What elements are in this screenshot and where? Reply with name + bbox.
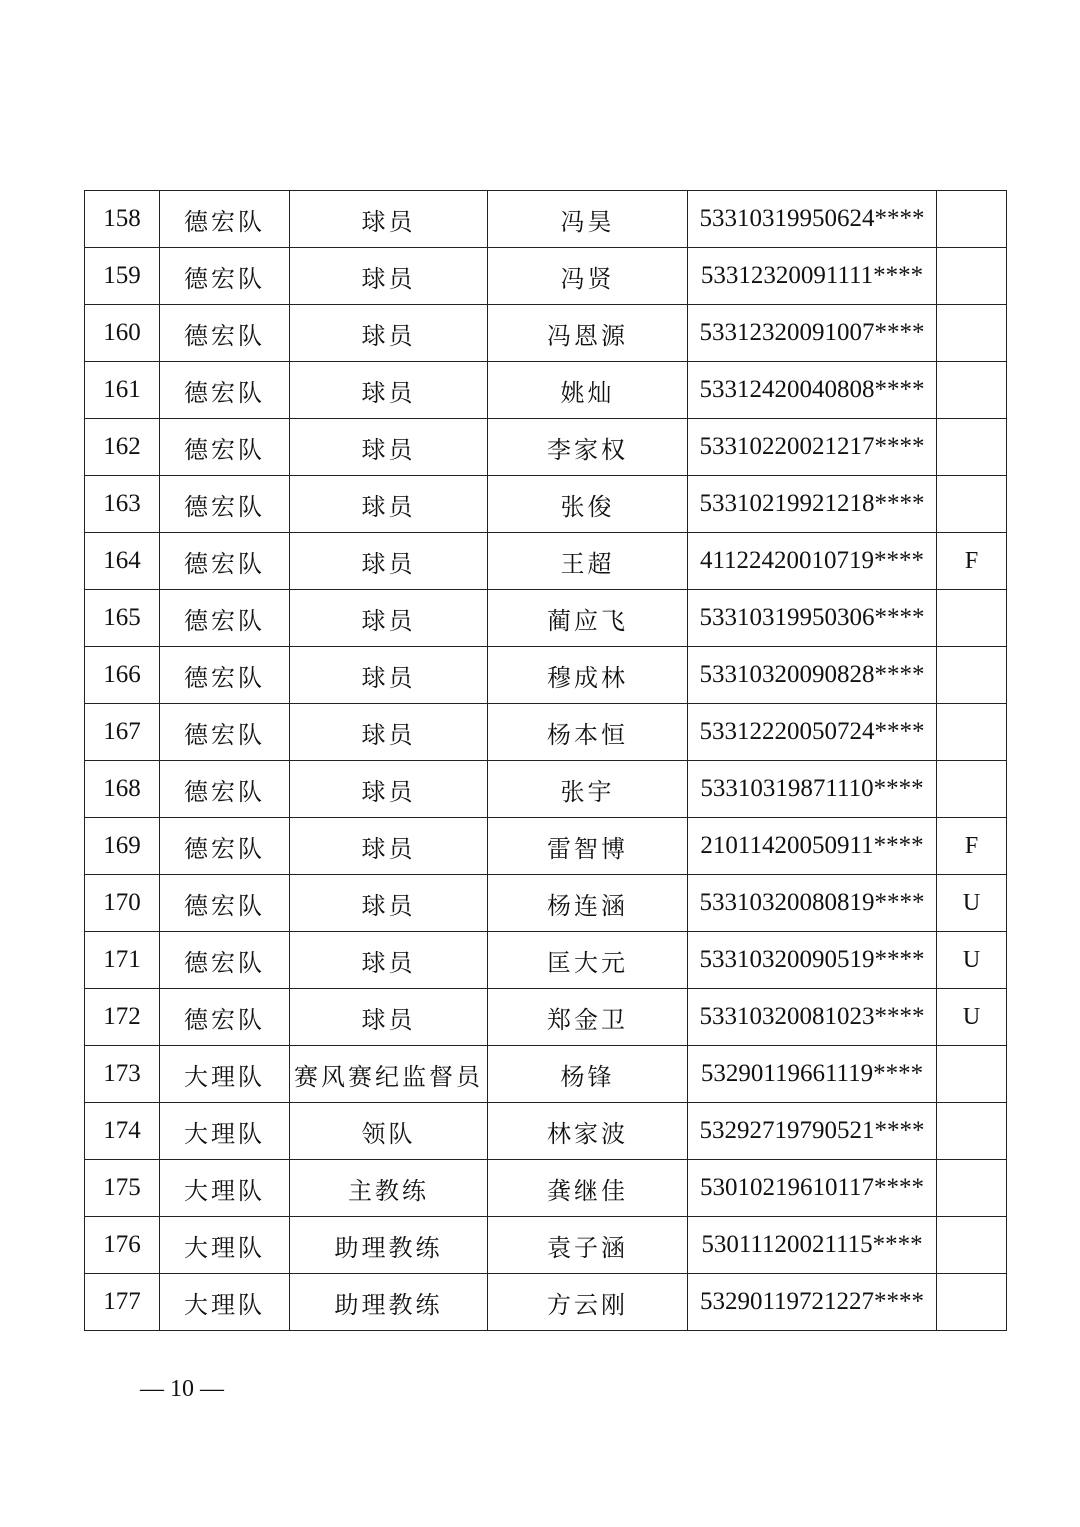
- person-name-cell: 杨连涵: [488, 875, 688, 932]
- role-cell: 助理教练: [290, 1217, 488, 1274]
- role-cell: 助理教练: [290, 1274, 488, 1331]
- table-row: [85, 761, 1007, 818]
- role-cell: 球员: [290, 704, 488, 761]
- id-number-cell: 53312320091111****: [688, 248, 937, 305]
- role-cell: 球员: [290, 989, 488, 1046]
- person-name-cell: 冯昊: [488, 191, 688, 248]
- team-cell: 大理队: [160, 1217, 290, 1274]
- role-cell: 球员: [290, 362, 488, 419]
- table-row: [85, 1274, 1007, 1331]
- person-name-cell: 王超: [488, 533, 688, 590]
- row-number-cell: 166: [85, 647, 160, 704]
- table-row: [85, 1217, 1007, 1274]
- table-row: [85, 932, 1007, 989]
- row-number-cell: 168: [85, 761, 160, 818]
- row-number-cell: 171: [85, 932, 160, 989]
- row-number-cell: 158: [85, 191, 160, 248]
- note-cell: U: [937, 989, 1007, 1046]
- id-number-cell: 53310220021217****: [688, 419, 937, 476]
- row-number-cell: 162: [85, 419, 160, 476]
- team-cell: 德宏队: [160, 647, 290, 704]
- row-number-cell: 160: [85, 305, 160, 362]
- person-name-cell: 李家权: [488, 419, 688, 476]
- page-number: — 10 —: [140, 1376, 224, 1402]
- row-number-cell: 177: [85, 1274, 160, 1331]
- table-row: [85, 533, 1007, 590]
- role-cell: 主教练: [290, 1160, 488, 1217]
- id-number-cell: 53290119661119****: [688, 1046, 937, 1103]
- person-name-cell: 冯贤: [488, 248, 688, 305]
- row-number-cell: 167: [85, 704, 160, 761]
- table-row: [85, 419, 1007, 476]
- table-row: [85, 590, 1007, 647]
- team-cell: 德宏队: [160, 362, 290, 419]
- role-cell: 球员: [290, 305, 488, 362]
- person-name-cell: 郑金卫: [488, 989, 688, 1046]
- person-name-cell: 林家波: [488, 1103, 688, 1160]
- row-number-cell: 173: [85, 1046, 160, 1103]
- person-name-cell: 杨锋: [488, 1046, 688, 1103]
- note-cell: [937, 1274, 1007, 1331]
- note-cell: [937, 248, 1007, 305]
- team-cell: 德宏队: [160, 761, 290, 818]
- person-name-cell: 杨本恒: [488, 704, 688, 761]
- table-row: [85, 1160, 1007, 1217]
- id-number-cell: 53292719790521****: [688, 1103, 937, 1160]
- note-cell: [937, 419, 1007, 476]
- note-cell: U: [937, 932, 1007, 989]
- note-cell: [937, 362, 1007, 419]
- row-number-cell: 159: [85, 248, 160, 305]
- team-cell: 大理队: [160, 1046, 290, 1103]
- note-cell: [937, 1217, 1007, 1274]
- role-cell: 球员: [290, 932, 488, 989]
- role-cell: 领队: [290, 1103, 488, 1160]
- roster-table-body: [85, 191, 1007, 1331]
- id-number-cell: 53310320090828****: [688, 647, 937, 704]
- role-cell: 球员: [290, 818, 488, 875]
- id-number-cell: 53290119721227****: [688, 1274, 937, 1331]
- id-number-cell: 53312220050724****: [688, 704, 937, 761]
- team-cell: 德宏队: [160, 191, 290, 248]
- id-number-cell: 53310219921218****: [688, 476, 937, 533]
- id-number-cell: 53312420040808****: [688, 362, 937, 419]
- team-cell: 大理队: [160, 1160, 290, 1217]
- role-cell: 球员: [290, 419, 488, 476]
- team-cell: 德宏队: [160, 590, 290, 647]
- person-name-cell: 袁子涵: [488, 1217, 688, 1274]
- note-cell: [937, 1160, 1007, 1217]
- team-cell: 大理队: [160, 1274, 290, 1331]
- person-name-cell: 张俊: [488, 476, 688, 533]
- note-cell: [937, 647, 1007, 704]
- row-number-cell: 176: [85, 1217, 160, 1274]
- role-cell: 球员: [290, 875, 488, 932]
- person-name-cell: 穆成林: [488, 647, 688, 704]
- row-number-cell: 175: [85, 1160, 160, 1217]
- team-cell: 大理队: [160, 1103, 290, 1160]
- table-row: [85, 989, 1007, 1046]
- table-row: [85, 248, 1007, 305]
- table-row: [85, 191, 1007, 248]
- role-cell: 球员: [290, 647, 488, 704]
- note-cell: U: [937, 875, 1007, 932]
- person-name-cell: 张宇: [488, 761, 688, 818]
- table-row: [85, 1046, 1007, 1103]
- role-cell: 球员: [290, 191, 488, 248]
- row-number-cell: 174: [85, 1103, 160, 1160]
- row-number-cell: 172: [85, 989, 160, 1046]
- role-cell: 球员: [290, 533, 488, 590]
- team-cell: 德宏队: [160, 533, 290, 590]
- table-row: [85, 476, 1007, 533]
- note-cell: F: [937, 533, 1007, 590]
- role-cell: 球员: [290, 476, 488, 533]
- note-cell: [937, 476, 1007, 533]
- row-number-cell: 163: [85, 476, 160, 533]
- table-row: [85, 305, 1007, 362]
- id-number-cell: 53310319871110****: [688, 761, 937, 818]
- id-number-cell: 53310320080819****: [688, 875, 937, 932]
- person-name-cell: 冯恩源: [488, 305, 688, 362]
- role-cell: 球员: [290, 248, 488, 305]
- note-cell: [937, 761, 1007, 818]
- team-cell: 德宏队: [160, 989, 290, 1046]
- table-row: [85, 704, 1007, 761]
- role-cell: 球员: [290, 761, 488, 818]
- row-number-cell: 164: [85, 533, 160, 590]
- id-number-cell: 53310320090519****: [688, 932, 937, 989]
- role-cell: 赛风赛纪监督员: [290, 1046, 488, 1103]
- id-number-cell: 53011120021115****: [688, 1217, 937, 1274]
- roster-table: [84, 190, 1007, 1331]
- note-cell: [937, 704, 1007, 761]
- id-number-cell: 53312320091007****: [688, 305, 937, 362]
- row-number-cell: 165: [85, 590, 160, 647]
- id-number-cell: 53310319950624****: [688, 191, 937, 248]
- person-name-cell: 雷智博: [488, 818, 688, 875]
- team-cell: 德宏队: [160, 305, 290, 362]
- team-cell: 德宏队: [160, 875, 290, 932]
- id-number-cell: 53310320081023****: [688, 989, 937, 1046]
- table-row: [85, 875, 1007, 932]
- id-number-cell: 53310319950306****: [688, 590, 937, 647]
- person-name-cell: 匡大元: [488, 932, 688, 989]
- note-cell: [937, 305, 1007, 362]
- note-cell: [937, 1046, 1007, 1103]
- team-cell: 德宏队: [160, 818, 290, 875]
- note-cell: F: [937, 818, 1007, 875]
- note-cell: [937, 1103, 1007, 1160]
- person-name-cell: 蔺应飞: [488, 590, 688, 647]
- row-number-cell: 169: [85, 818, 160, 875]
- id-number-cell: 21011420050911****: [688, 818, 937, 875]
- table-row: [85, 362, 1007, 419]
- person-name-cell: 龚继佳: [488, 1160, 688, 1217]
- team-cell: 德宏队: [160, 476, 290, 533]
- note-cell: [937, 191, 1007, 248]
- team-cell: 德宏队: [160, 704, 290, 761]
- team-cell: 德宏队: [160, 932, 290, 989]
- row-number-cell: 170: [85, 875, 160, 932]
- id-number-cell: 53010219610117****: [688, 1160, 937, 1217]
- team-cell: 德宏队: [160, 248, 290, 305]
- row-number-cell: 161: [85, 362, 160, 419]
- note-cell: [937, 590, 1007, 647]
- table-row: [85, 647, 1007, 704]
- id-number-cell: 41122420010719****: [688, 533, 937, 590]
- table-row: [85, 818, 1007, 875]
- person-name-cell: 方云刚: [488, 1274, 688, 1331]
- table-row: [85, 1103, 1007, 1160]
- person-name-cell: 姚灿: [488, 362, 688, 419]
- team-cell: 德宏队: [160, 419, 290, 476]
- role-cell: 球员: [290, 590, 488, 647]
